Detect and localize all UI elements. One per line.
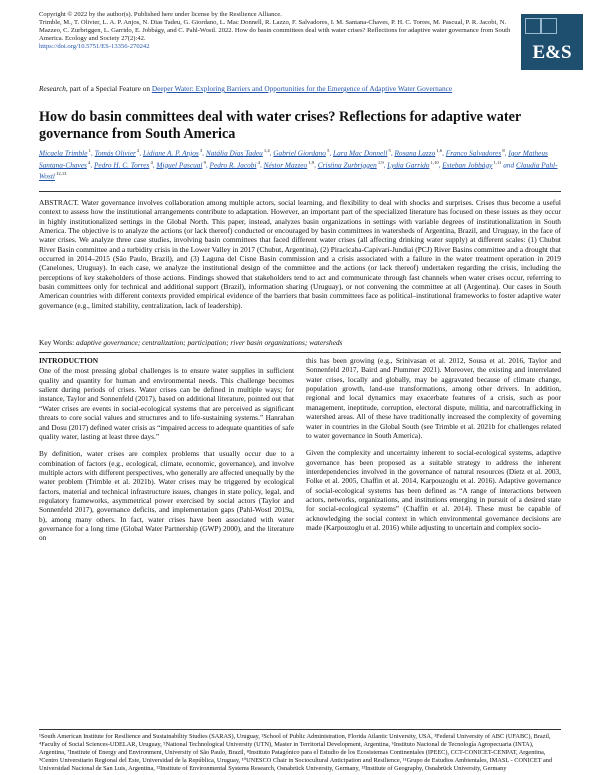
author-affiliation-sup: 1,9 [376, 159, 384, 165]
divider [39, 191, 561, 192]
author-affiliation-sup: 4 [86, 159, 91, 165]
author-link[interactable]: Esteban Jobbágy [442, 160, 493, 170]
author-link[interactable]: Cristina Zurbriggen [317, 160, 377, 170]
author-link[interactable]: Lara Mac Donnell [333, 148, 388, 158]
author-affiliation-sup: 1,4 [262, 148, 270, 153]
author-affiliation-sup: 1 [87, 148, 91, 153]
paragraph: this has been growing (e.g., Srinivasan et al. 2012, Sousa et al. 2016, Taylor and Sonnenfeld 2017, Baird and Plummer 2021). Moreover, the existing and interrelated water crises, locally and globally, may be aggravated because of climate change, population growth, land-use transformations, among other drivers. In addition, regional and local dynamics may exacerbate features of a crisis, such as poor management, ineptitude, corruption, electoral dispute, militia, and narcotrafficking in watershed areas. All of these have traditionally increased the complexity of governing water in countries in the Global South (see Trimble et al. 2021b for challenges related to water governance in South America). [306, 356, 561, 440]
article-title: How do basin committees deal with water crises? Reflections for adaptive water governance from South America [39, 109, 521, 142]
special-feature-link[interactable]: Deeper Water: Exploring Barriers and Opportunities for the Emergence of Adaptive Water Governance [151, 84, 453, 93]
paragraph: Given the complexity and uncertainty inherent to social-ecological systems, adaptive governance has been proposed as a suitable strategy to address the inherent interdependencies involved in the governance of natural resources (Dietz et al. 2003, Folke et al. 2005, Chaffin et al. 2014, Karpouzoglu et al. 2016). Adaptive governance of social-ecological systems has been defined as “A range of interactions between actors, networks, organizations, and institutions emerging in pursuit of a desired state for social-ecological systems” (Chaffin et al. 2014). These must be capable of acknowledging the social context in which environmental governance decisions are made (Karpouzoglu et al. 2016) while adjusting to uncertain and complex socio- [306, 448, 561, 533]
author-affiliation-sup: 4 [256, 159, 260, 165]
keywords-text: adaptive governance; centralization; participation; river basin organizations; watersheds [76, 338, 343, 347]
citation-header [39, 11, 519, 51]
right-column [306, 356, 561, 540]
abstract-text: Water governance involves collaboration among multiple actors, social learning, and flexibility to deal with shocks and surprises. Crises thus become a useful context to assess how the institutional arrangements contribute to adaptation. However, an important part of the specialized literature has focused on these issues as they occur in highly institutionalized settings in the Global North. This paper, instead, analyzes basin organizations in settings with variable degrees of institutionalization in South America. The objective is to analyze the actions (or lack thereof) conducted or encouraged by basin committees in watersheds of Argentina, Brazil, and Uruguay, in the face of water crises. We analyze three case studies, involving basin committees that faced different water crises (all affecting drinking water supply) at different scales: (1) Chubut River Basin committee and a turbidity crisis in the Lower Valley in 2017 (Chubut, Argentina), (2) Piracicaba-Capivari-Jundiaí (PCJ) River Basins committee and a drought that occurred in 2014–2015 (São Paulo, Brazil), and (3) Laguna del Cisne Basin commission and a crisis associated with a failure in the water treatment operation in 2019 (Canelones, Uruguay). In each case, we analyze the institutional design of the committee and the actions (or lack thereof) undertaken regarding the crisis, including the perceptions of key stakeholders of those actions. Findings showed that stakeholders tend to act and communicate through fast channels when water crises occur, referring to basin committees only for technical and additional support (Brazil), information sharing (Uruguay), or not convening the committee at all (Argentina). Our cases in South American countries with different contexts provided empirical evidence of the barriers that basin committees face as political–institutional frameworks to foster adaptive water governance (e.g., limited stability, centralization, lack of leadership). [39, 198, 561, 310]
author-link[interactable]: Lydia Garrido [387, 160, 430, 170]
author-affiliation-sup: 4 [149, 159, 153, 165]
author-affiliation-sup: 2 [135, 148, 140, 153]
logo-square-icon [525, 18, 541, 34]
copyright-line: Copyright © 2022 by the author(s). Published here under license by the Resilience Alliance. [39, 11, 282, 18]
author-affiliation-sup: 1,6 [435, 148, 443, 153]
series-middle: , part of a Special Feature on [65, 84, 152, 93]
doi-link[interactable]: https://doi.org/10.5751/ES-13356-270242 [39, 43, 150, 51]
journal-logo [521, 14, 583, 70]
author-affiliation-sup: 1,9 [307, 159, 315, 165]
author-affiliation-sup: 8 [501, 148, 505, 153]
divider [39, 729, 561, 730]
section-heading: INTRODUCTION [39, 356, 99, 365]
author-link[interactable]: Pedro R. Jacobi [209, 160, 257, 170]
logo-text: E&S [532, 42, 572, 63]
author-affiliation-sup: 5 [387, 148, 391, 153]
author-link[interactable]: Franco Salvadores [445, 148, 502, 158]
author-affiliation-sup: 12,13 [54, 171, 67, 177]
author-affiliation-sup: 5 [325, 148, 330, 153]
logo-square-icon [541, 18, 557, 34]
abstract-label: ABSTRACT. [39, 198, 79, 207]
left-column [39, 356, 294, 551]
divider [39, 352, 561, 353]
author-link[interactable]: Néstor Mazzeo [263, 160, 308, 170]
article-type: Research [39, 84, 66, 93]
citation-text: Trimble, M., T. Olivier, L. A. P. Anjos, N. Dias Tadeu, G. Giordano, L. Mac Donnell, R. Lazzo, F. Salvadores, I. M. Santana-Chaves, P. H. C. Torres, M. Pascual, P. R. Jacobi, N. Mazzeo, C. Zurbriggen, L. Garrido, E. Jobbágy, and C. Pahl-Wostl. 2022. How do basin committees deal with water crises? Reflections for adaptive water governance from South America. Ecology and Society 27(2):42. [39, 19, 511, 43]
author-affiliation-sup: 9 [202, 159, 206, 165]
paragraph: By definition, water crises are complex problems that usually occur due to a combination of factors (e.g., ecological, climate, economic, governance), and involve multiple actors with different perspectives, who generally are affected unequally by the water problem (Trimble et al. 2021b). Water crises may be triggered by ecological factors, material and technical infrastructure issues, changes in state policy, legal, and regulatory frameworks, asymmetrical power exercised by social actors (Taylor and Sonnenfeld 2017), governance deficits, and implementation gaps (Pahl-Wostl 2019a, b), among many others. In fact, water crises have been associated with water governance for a long time (Global Water Partnership (GWP) 2000), and the literature on [39, 449, 294, 543]
author-affiliation-sup: 1,10 [429, 159, 439, 165]
author-link[interactable]: Rosana Lazzo [394, 148, 436, 158]
keywords-label: Key Words: [39, 338, 77, 347]
author-affiliation-sup: 1,11 [492, 159, 502, 165]
author-link[interactable]: Miguel Pascual [156, 160, 203, 170]
author-list: Micaela Trimble $^1$, Tomás Olivier $^2$, Lidiane A. P. Anjos $^3$, Natália Dias Tadeu $^{1,4}$, Gabriel Giordano $^5$, Lara Mac Donnell $^5$, Rosana Lazzo $^{1,6}$, Franco Salvadores $^8$, Igor Matheus Santana-Chaves $^4$, Pedro H. C. Torres $^4$, Miguel Pascual $^9$, Pedro R. Jacobi $^4$, Néstor Mazzeo $^{1,9}$, Cristina Zurbriggen $^{1,9}$, Lydia Garrido $^{1,10}$, Esteban Jobbágy $^{1,11}$ and Claudia Pahl-Wostl $^{12,13}$ [39, 148, 558, 181]
author-link[interactable]: Claudia Pahl-Wostl [39, 160, 558, 181]
author-link[interactable]: Tomás Olivier [94, 148, 136, 158]
affiliations: ¹South American Institute for Resilience and Sustainability Studies (SARAS), Uruguay, ²School of Public Administration, Florida Atlantic University, USA, ³Federal University of ABC (UFABC), Brazil, ⁴Faculty of Social Sciences-UDELAR, Uruguay, ⁵National Technological University (UTN), Master in Territorial Development, Argentina, ⁶Instituto Nacional de Tecnología Agropecuaria (INTA), Argentina, ⁷Institute of Energy and Environment, University of São Paulo, Brazil, ⁸Instituto Patagónico para el Estudio de los Ecosistemas Continentales (IPEEC), CCT-CONICET-CENPAT, Argentina, ⁹Centro Universitario Regional del Este, Universidad de la República, Uruguay, ¹⁰UNESCO Chair in Sociocultural Anticipation and Resilience, ¹¹Grupo de Estudios Ambientales, IMASL - CONICET and Universidad Nacional de San Luis, Argentina, ¹²Institute of Environmental Systems Research, Osnabrück University, Germany, ¹³Institute of Geography, Osnabrück University, Germany [39, 733, 553, 772]
author-link[interactable]: Natália Dias Tadeu [205, 148, 263, 158]
author-link[interactable]: Gabriel Giordano [273, 148, 326, 158]
author-link[interactable]: Pedro H. C. Torres [93, 160, 150, 170]
author-link[interactable]: Igor Matheus Santana-Chaves [39, 148, 548, 170]
author-affiliation-sup: 3 [198, 148, 203, 153]
special-feature-line [39, 84, 561, 93]
author-link[interactable]: Micaela Trimble [39, 148, 88, 158]
paragraph: One of the most pressing global challenges is to ensure water supplies in sufficient quality and quantity for human and environmental needs. This challenge becomes salient during periods of crises. Water crises can be defined in multiple ways; for instance, Taylor and Sonnenfeld (2017), based on additional literature, pointed out that “Water crises are events in social-ecological systems that are perceived as significant threats to core social values and structures and to life-sustaining systems.” Hanrahan and Dosu (2017) defined water crisis as “impaired access to adequate quantities of safe quality water, lasting at least three days.” [39, 366, 294, 441]
abstract [39, 198, 561, 310]
author-link[interactable]: Lidiane A. P. Anjos [142, 148, 199, 158]
keywords [39, 338, 561, 347]
